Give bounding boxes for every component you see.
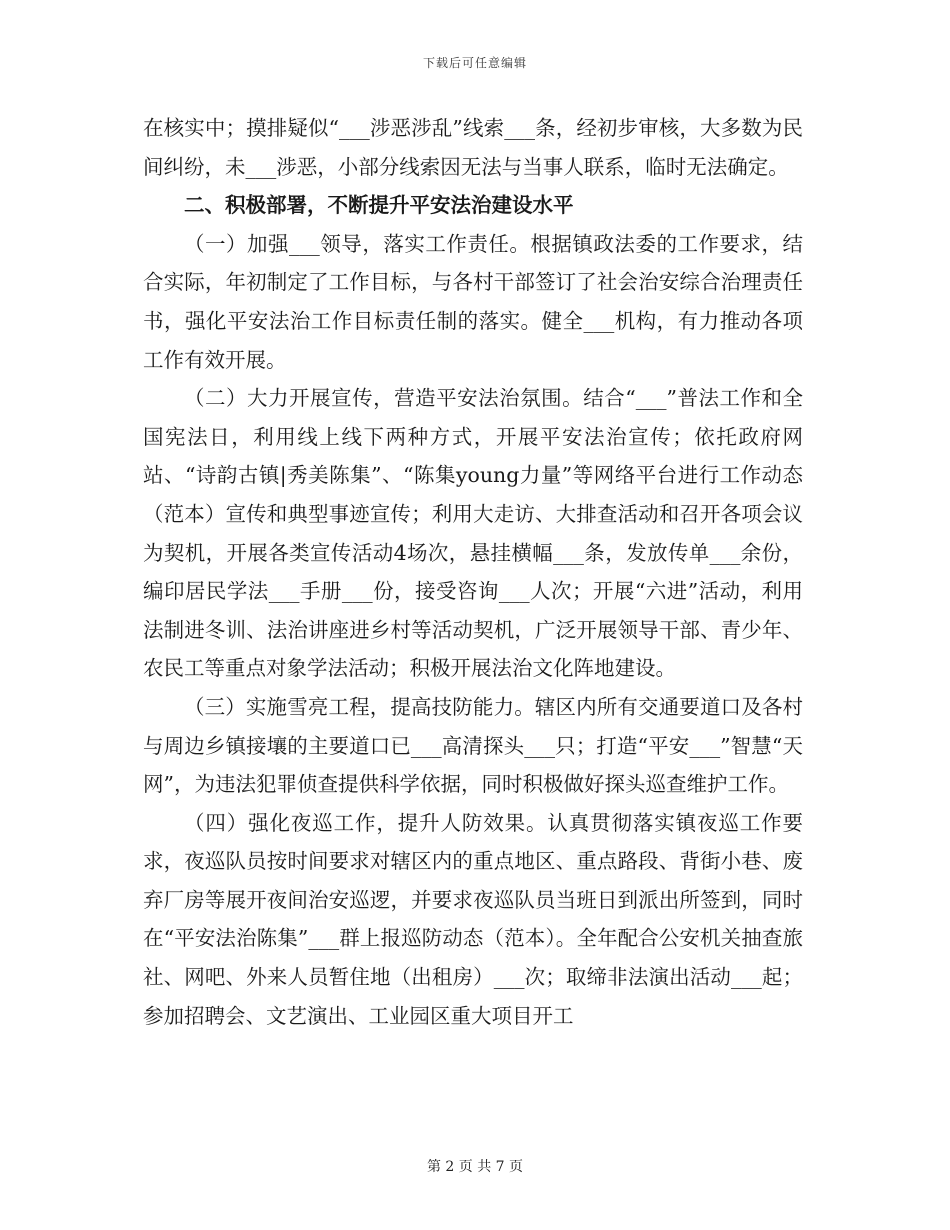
paragraph-continuation: 在核实中；摸排疑似“___涉恶涉乱”线索___条，经初步审核，大多数为民间纠纷，未___涉恶，小部分线索因无法与当事人联系，临时无法确定。 — [143, 116, 803, 179]
paragraph-leadership: （一）加强___领导，落实工作责任。根据镇政法委的工作要求，结合实际，年初制定了工作目标，与各村干部签订了社会治安综合治理责任书，强化平安法治工作目标责任制的落实。健全___机构，有力推动各项工作有效开展。 — [143, 231, 803, 372]
page-header: 下载后可任意编辑 — [422, 56, 527, 70]
document-body — [143, 109, 803, 1035]
paragraph-night-patrol: （四）强化夜巡工作，提升人防效果。认真贯彻落实镇夜巡工作要求，夜巡队员按时间要求对辖区内的重点地区、重点路段、背街小巷、废弃厂房等展开夜间治安巡逻，并要求夜巡队员当班日到派出所签到，同时在“平安法治陈集”___群上报巡防动态（范本）。全年配合公安机关抽查旅社、网吧、外来人员暂住地（出租房）___次；取缔非法演出活动___起；参加招聘会、文艺演出、工业园区重大项目开工 — [143, 810, 803, 1028]
paragraph-skynet: （三）实施雪亮工程，提高技防能力。辖区内所有交通要道口及各村与周边乡镇接壤的主要道口已___高清探头___只；打造“平安___”智慧“天网”，为违法犯罪侦查提供科学依据，同时积极做好探头巡查维护工作。 — [143, 694, 803, 797]
page-number: 第 2 页 共 7 页 — [426, 1159, 524, 1175]
paragraph-publicity: （二）大力开展宣传，营造平安法治氛围。结合“___”普法工作和全国宪法日，利用线上线下两种方式，开展平安法治宣传；依托政府网站、“诗韵古镇|秀美陈集”、“陈集young力量”等网络平台进行工作动态（范本）宣传和典型事迹宣传；利用大走访、大排查活动和召开各项会议为契机，开展各类宣传活动4场次，悬挂横幅___条，发放传单___余份，编印居民学法___手册___份，接受咨询___人次；开展“六进”活动，利用法制进冬训、法治讲座进乡村等活动契机，广泛开展领导干部、青少年、农民工等重点对象学法活动；积极开展法治文化阵地建设。 — [143, 386, 803, 681]
section-heading: 二、积极部署，不断提升平安法治建设水平 — [184, 193, 574, 218]
